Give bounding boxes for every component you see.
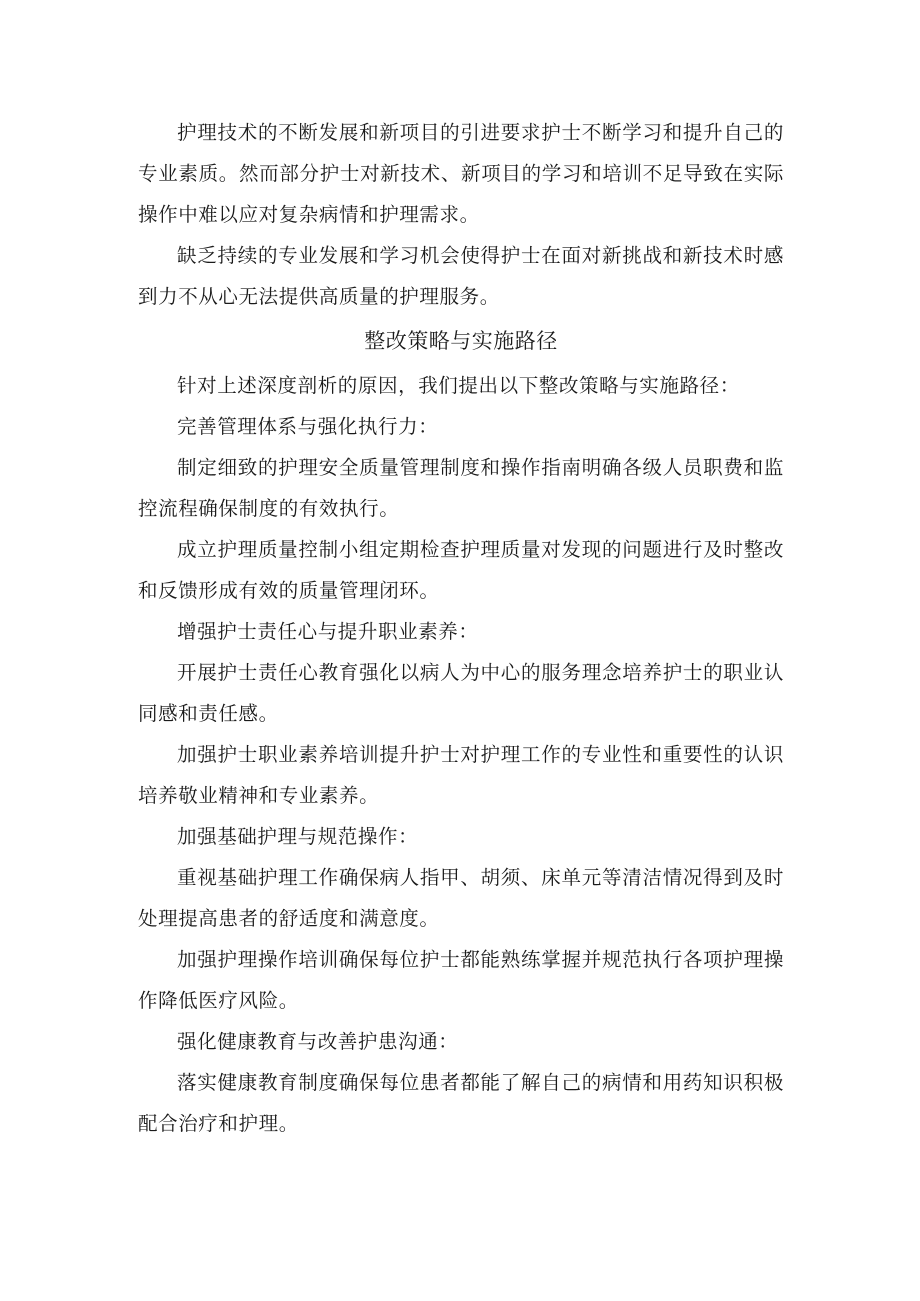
paragraph: 缺乏持续的专业发展和学习机会使得护士在面对新挑战和新技术时感到力不从心无法提供高质量的护理服务。 xyxy=(138,244,784,308)
document-page xyxy=(138,112,784,1144)
paragraph: 护理技术的不断发展和新项目的引进要求护士不断学习和提升自己的专业素质。然而部分护士对新技术、新项目的学习和培训不足导致在实际操作中难以应对复杂病情和护理需求。 xyxy=(138,121,784,226)
paragraph: 制定细致的护理安全质量管理制度和操作指南明确各级人员职费和监控流程确保制度的有效执行。 xyxy=(138,456,784,520)
paragraph: 落实健康教育制度确保每位患者都能了解自己的病情和用药知识积极配合治疗和护理。 xyxy=(138,1071,784,1135)
subheading: 完善管理体系与强化执行力： xyxy=(177,415,439,438)
subheading: 增强护士责任心与提升职业素养： xyxy=(177,620,479,643)
paragraph: 加强护士职业素养培训提升护士对护理工作的专业性和重要性的认识培养敬业精神和专业素养。 xyxy=(138,743,784,807)
subheading: 加强基础护理与规范操作： xyxy=(177,825,419,848)
paragraph: 成立护理质量控制小组定期检查护理质量对发现的问题进行及时整改和反馈形成有效的质量管理闭环。 xyxy=(138,538,784,602)
section-heading: 整改策略与实施路径 xyxy=(364,329,558,353)
paragraph: 开展护士责任心教育强化以病人为中心的服务理念培养护士的职业认同感和责任感。 xyxy=(138,661,784,725)
subheading: 强化健康教育与改善护患沟通： xyxy=(177,1030,459,1053)
paragraph: 重视基础护理工作确保病人指甲、胡须、床单元等清洁情况得到及时处理提高患者的舒适度和满意度。 xyxy=(138,866,784,930)
paragraph: 加强护理操作培训确保每位护士都能熟练掌握并规范执行各项护理操作降低医疗风险。 xyxy=(138,948,784,1012)
paragraph: 针对上述深度剖析的原因，我们提出以下整改策略与实施路径： xyxy=(177,374,740,397)
